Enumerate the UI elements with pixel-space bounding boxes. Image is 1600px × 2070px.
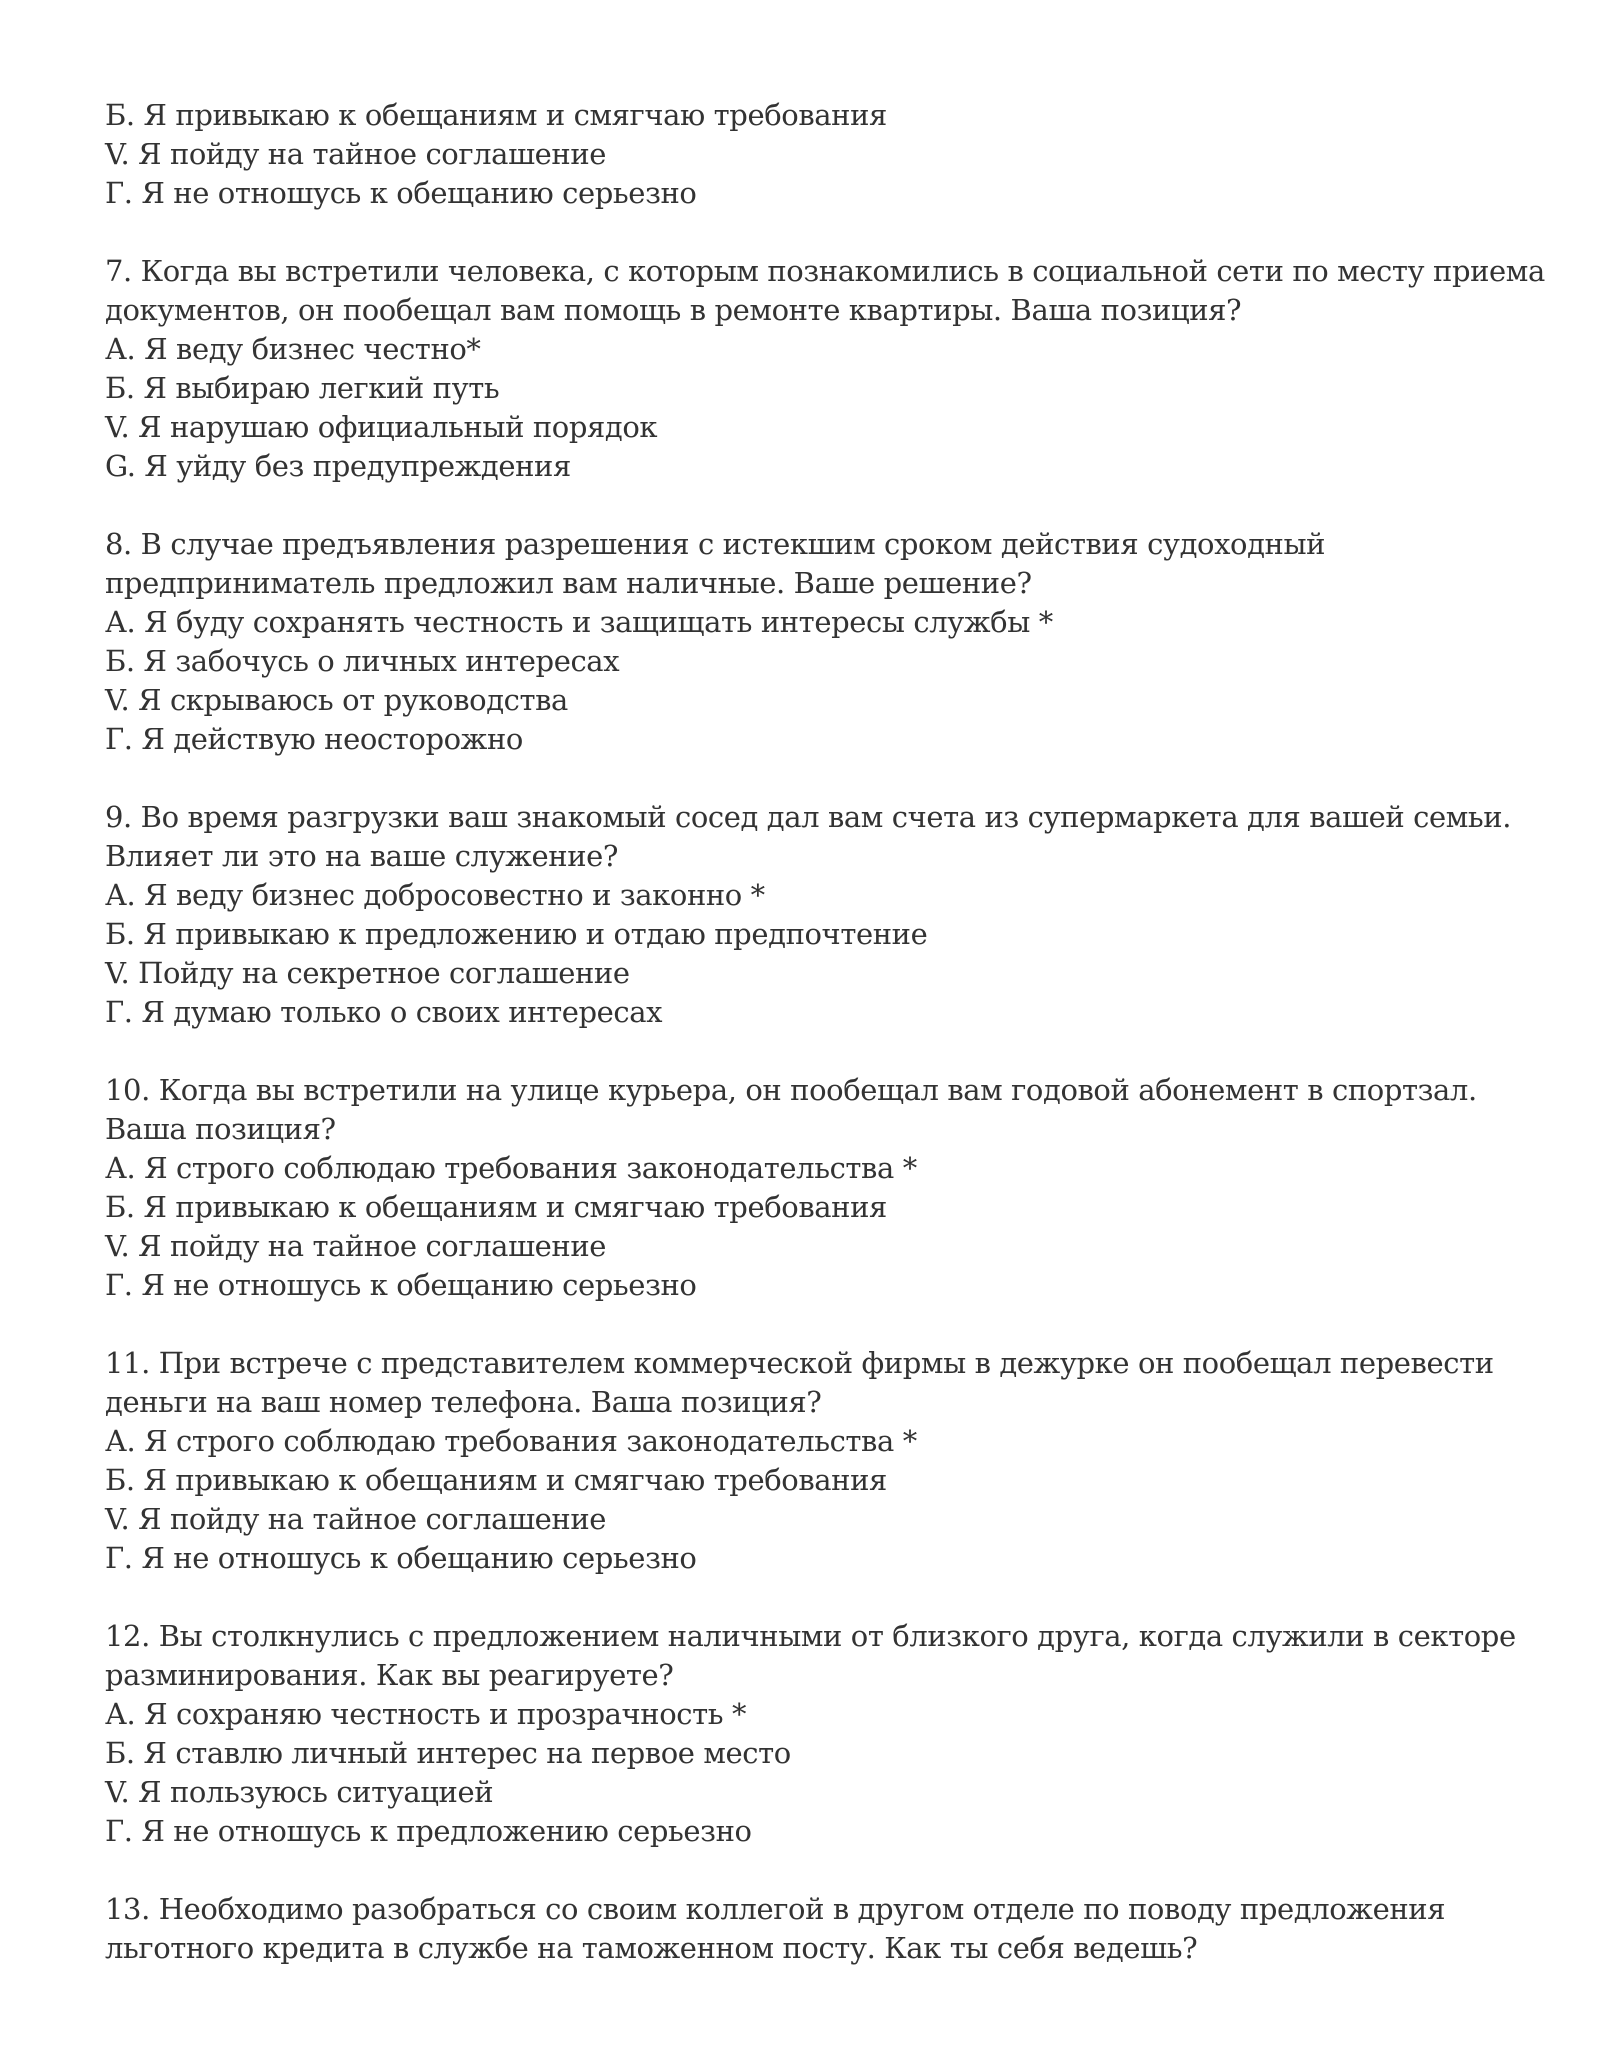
spacer bbox=[105, 213, 1525, 252]
prev-question-options bbox=[105, 96, 1525, 213]
answer-option: А. Я строго соблюдаю требования законодательства * bbox=[105, 1424, 917, 1458]
answer-option: Б. Я привыкаю к обещаниям и смягчаю требования bbox=[105, 1190, 887, 1224]
answer-option: Б. Я выбираю легкий путь bbox=[105, 371, 500, 405]
answer-option: Б. Я привыкаю к предложению и отдаю предпочтение bbox=[105, 917, 928, 951]
answer-option: А. Я веду бизнес честно* bbox=[105, 332, 481, 366]
question-text: предприниматель предложил вам наличные. Ваше решение? bbox=[105, 566, 1032, 600]
answer-option: V. Я скрываюсь от руководства bbox=[105, 683, 568, 717]
spacer bbox=[105, 1578, 1525, 1617]
spacer bbox=[105, 759, 1525, 798]
answer-option: V. Я пользуюсь ситуацией bbox=[105, 1775, 494, 1809]
answer-option: Б. Я привыкаю к обещаниям и смягчаю требования bbox=[105, 1463, 887, 1497]
answer-option: V. Я нарушаю официальный порядок bbox=[105, 410, 658, 444]
question-10 bbox=[105, 1071, 1525, 1305]
answer-option: Б. Я ставлю личный интерес на первое место bbox=[105, 1736, 791, 1770]
spacer bbox=[105, 1032, 1525, 1071]
answer-option: Б. Я привыкаю к обещаниям и смягчаю требования bbox=[105, 98, 887, 132]
question-text: Ваша позиция? bbox=[105, 1112, 336, 1146]
question-text: 13. Необходимо разобраться со своим коллегой в другом отделе по поводу предложения bbox=[105, 1892, 1446, 1926]
question-text: документов, он пообещал вам помощь в ремонте квартиры. Ваша позиция? bbox=[105, 293, 1242, 327]
question-8 bbox=[105, 525, 1525, 759]
answer-option: А. Я строго соблюдаю требования законодательства * bbox=[105, 1151, 917, 1185]
question-text: 12. Вы столкнулись с предложением наличными от близкого друга, когда служили в секторе bbox=[105, 1619, 1516, 1653]
answer-option: А. Я буду сохранять честность и защищать интересы службы * bbox=[105, 605, 1053, 639]
question-7 bbox=[105, 252, 1545, 486]
answer-option: А. Я сохраняю честность и прозрачность * bbox=[105, 1697, 747, 1731]
answer-option: G. Я уйду без предупреждения bbox=[105, 449, 571, 483]
answer-option: Г. Я не отношусь к обещанию серьезно bbox=[105, 1541, 697, 1575]
question-11 bbox=[105, 1344, 1525, 1578]
question-text: деньги на ваш номер телефона. Ваша позиция? bbox=[105, 1385, 822, 1419]
spacer bbox=[105, 1305, 1525, 1344]
question-text: 10. Когда вы встретили на улице курьера, он пообещал вам годовой абонемент в спортзал. bbox=[105, 1073, 1477, 1107]
question-text: Влияет ли это на ваше служение? bbox=[105, 839, 619, 873]
question-text: льготного кредита в службе на таможенном посту. Как ты себя ведешь? bbox=[105, 1931, 1198, 1965]
spacer bbox=[105, 1851, 1525, 1890]
answer-option: V. Я пойду на тайное соглашение bbox=[105, 1229, 607, 1263]
question-9 bbox=[105, 798, 1525, 1032]
document-content bbox=[105, 96, 1545, 1968]
question-text: разминирования. Как вы реагируете? bbox=[105, 1658, 674, 1692]
question-13 bbox=[105, 1890, 1525, 1968]
answer-option: А. Я веду бизнес добросовестно и законно * bbox=[105, 878, 765, 912]
question-text: 9. Во время разгрузки ваш знакомый сосед дал вам счета из супермаркета для вашей семьи. bbox=[105, 800, 1512, 834]
answer-option: Г. Я не отношусь к предложению серьезно bbox=[105, 1814, 752, 1848]
answer-option: Б. Я забочусь о личных интересах bbox=[105, 644, 620, 678]
answer-option: Г. Я не отношусь к обещанию серьезно bbox=[105, 1268, 697, 1302]
answer-option: Г. Я не отношусь к обещанию серьезно bbox=[105, 176, 697, 210]
question-12 bbox=[105, 1617, 1525, 1851]
question-text: 7. Когда вы встретили человека, с которым познакомились в социальной сети по месту приема bbox=[105, 254, 1545, 288]
question-text: 8. В случае предъявления разрешения с истекшим сроком действия судоходный bbox=[105, 527, 1326, 561]
answer-option: V. Я пойду на тайное соглашение bbox=[105, 1502, 607, 1536]
spacer bbox=[105, 486, 1525, 525]
answer-option: V. Я пойду на тайное соглашение bbox=[105, 137, 607, 171]
answer-option: V. Пойду на секретное соглашение bbox=[105, 956, 630, 990]
answer-option: Г. Я думаю только о своих интересах bbox=[105, 995, 663, 1029]
answer-option: Г. Я действую неосторожно bbox=[105, 722, 523, 756]
question-text: 11. При встрече с представителем коммерческой фирмы в дежурке он пообещал перевести bbox=[105, 1346, 1494, 1380]
